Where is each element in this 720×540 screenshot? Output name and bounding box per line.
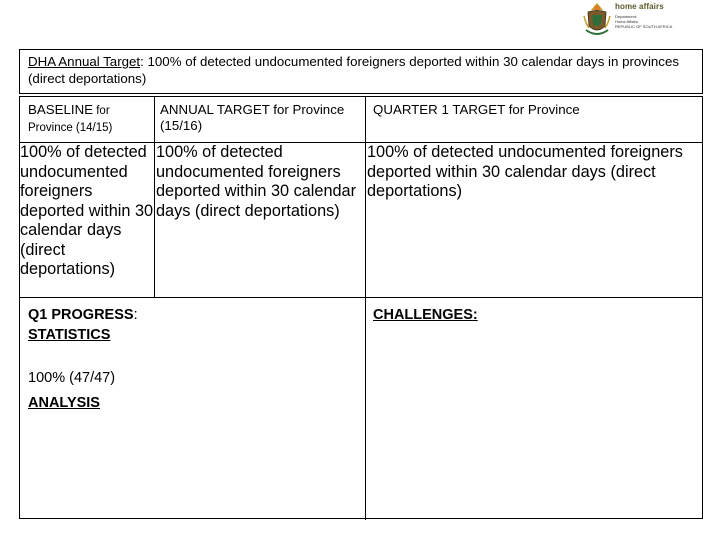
statistics-value: 100% (47/47) (28, 370, 116, 386)
logo-brand-text: home affairs (615, 2, 664, 11)
cell-annual-target: 100% of detected undocumented foreigners deported within 30 calendar days (direct deportations) (156, 143, 357, 220)
header-annual-target: ANNUAL TARGET for Province (15/16) (160, 102, 345, 133)
progress-section (28, 305, 138, 413)
header-baseline-bold: BASELINE (28, 102, 94, 117)
challenges-heading: CHALLENGES: (373, 307, 478, 323)
annual-target-title (19, 49, 703, 94)
header-baseline-for: for (93, 105, 110, 117)
cell-baseline: 100% of detected undocumented foreigners deported within 30 calendar days (direct deportations) (20, 143, 154, 278)
col-divider-1 (154, 97, 155, 297)
progress-heading-text: Q1 PROGRESS (28, 307, 134, 323)
target-table (19, 96, 703, 519)
analysis-heading: ANALYSIS (28, 395, 100, 411)
header-baseline (28, 102, 152, 136)
title-label: DHA Annual Target (28, 54, 141, 69)
cell-quarter-target: 100% of detected undocumented foreigners deported within 30 calendar days (direct deportations) (367, 143, 683, 200)
coat-of-arms-icon (582, 0, 612, 40)
logo-line-2: Home Affairs (615, 19, 638, 24)
dha-logo (582, 0, 692, 40)
progress-heading (28, 305, 138, 325)
progress-heading-colon: : (133, 307, 138, 323)
statistics-heading: STATISTICS (28, 327, 111, 343)
header-baseline-province: Province (14/15) (28, 122, 113, 134)
logo-line-1: Department: (615, 14, 638, 19)
header-quarter-target: QUARTER 1 TARGET for Province (373, 102, 580, 117)
logo-line-3: REPUBLIC OF SOUTH AFRICA (615, 24, 673, 29)
col-divider-2 (365, 97, 366, 520)
row-divider (20, 297, 702, 298)
title-text: : 100% of detected undocumented foreigners deported within 30 calendar days in provinces (direct deportations) (28, 54, 679, 86)
logo-subtext (615, 14, 695, 29)
